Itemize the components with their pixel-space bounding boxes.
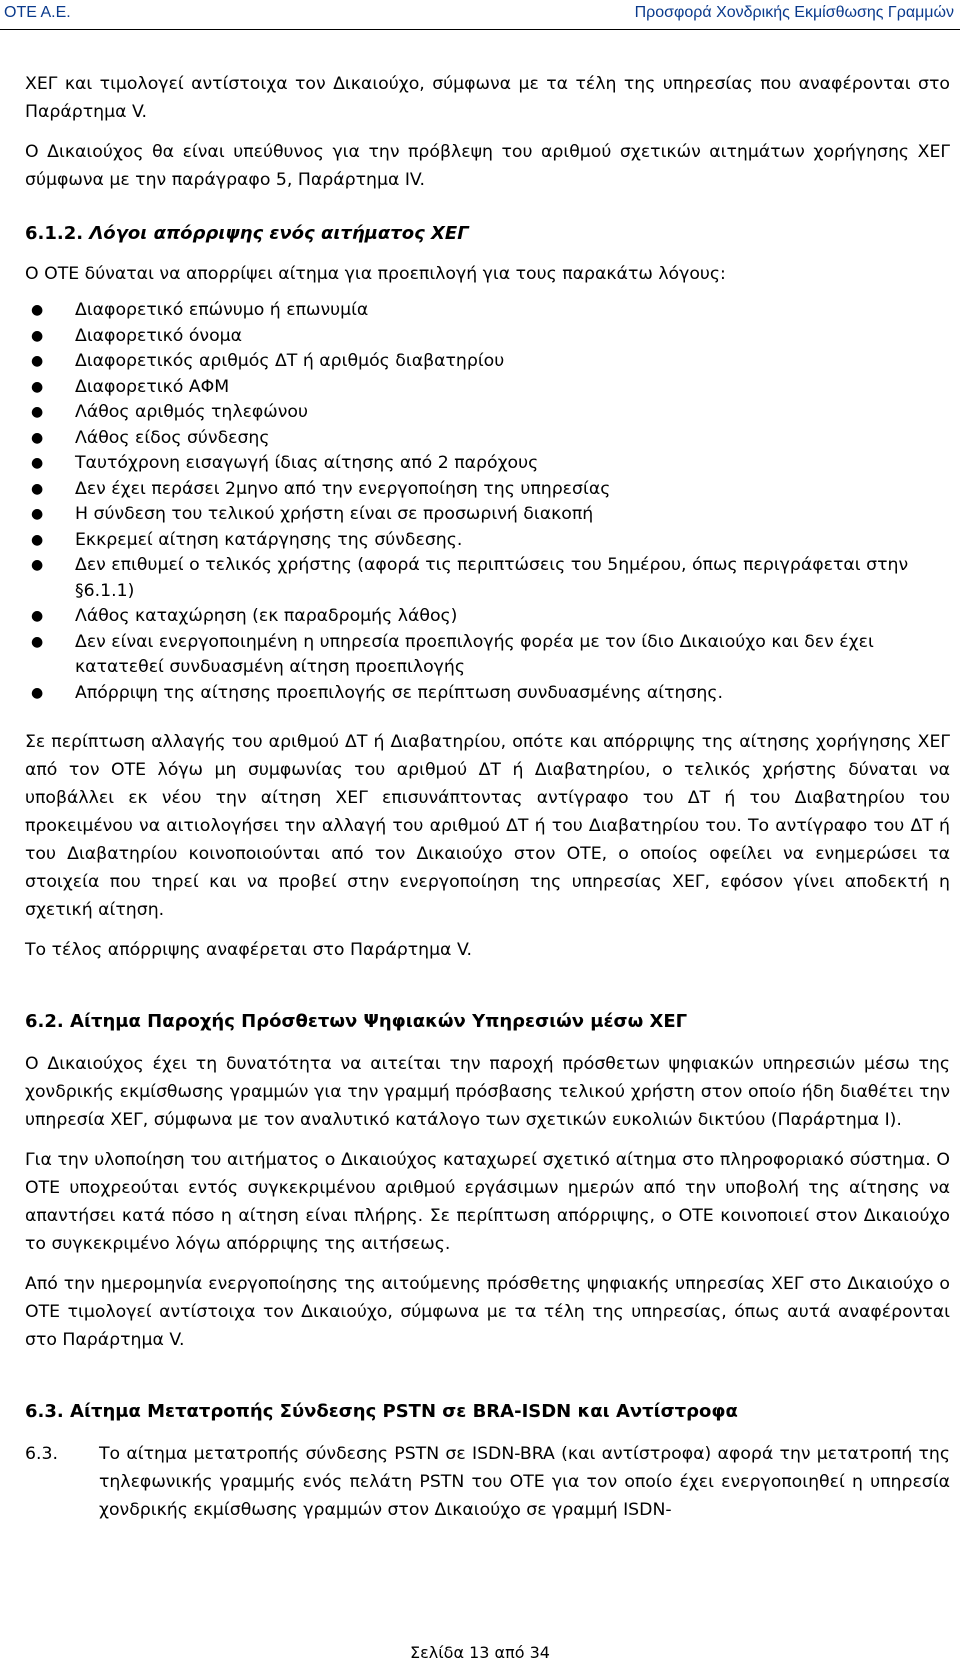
list-item — [25, 451, 950, 477]
list-item-text: Δεν είναι ενεργοποιημένη η υπηρεσία προεπιλογής φορέα με τον ίδιο Δικαιούχο και δεν έχει κατατεθεί συνδυασμένη αίτηση προεπιλογής — [75, 631, 874, 677]
paragraph-number: 6.3. — [25, 1444, 58, 1464]
list-item — [25, 324, 950, 350]
page-footer: Σελίδα 13 από 34 — [410, 1643, 550, 1662]
rejection-intro: Ο ΟΤΕ δύναται να απορρίψει αίτημα για προεπιλογή για τους παρακάτω λόγους: — [25, 264, 726, 284]
bullet-icon: ● — [31, 608, 44, 624]
bullet-icon: ● — [31, 633, 44, 650]
list-item-text: Διαφορετικός αριθμός ΔΤ ή αριθμός διαβατηρίου — [75, 351, 505, 371]
list-item — [25, 477, 950, 503]
paragraph-rejection-fee: Το τέλος απόρριψης αναφέρεται στο Παράρτημα V. — [25, 940, 473, 960]
list-item-text: Η σύνδεση του τελικού χρήστη είναι σε προσωρινή διακοπή — [75, 504, 594, 524]
section-6-3-number: 6.3. — [25, 1401, 64, 1422]
bullet-icon: ● — [31, 429, 44, 446]
list-item — [25, 553, 950, 604]
list-item — [25, 375, 950, 401]
bullet-icon: ● — [31, 531, 44, 548]
paragraph-text: Το αίτημα μετατροπής σύνδεσης PSTN σε ISDN-BRA (και αντίστροφα) αφορά την μετατροπή της τηλεφωνικής γραμμής ενός πελάτη PSTN του ΟΤΕ για τον οποίο έχει ενεργοποιηθεί η υπηρεσία χονδρικής εκμίσθωσης γραμμών στον Δικαιούχο σε γραμμή ISDN- — [99, 1444, 950, 1520]
list-item-text: Λάθος αριθμός τηλεφώνου — [75, 402, 309, 422]
list-item-text: Ταυτόχρονη εισαγωγή ίδιας αίτησης από 2 παρόχους — [75, 453, 539, 473]
section-6-1-2-title: Λόγοι απόρριψης ενός αιτήματος ΧΕΓ — [89, 223, 469, 244]
list-item — [25, 502, 950, 528]
paragraph-6-2-1: Ο Δικαιούχος έχει τη δυνατότητα να αιτείται την παροχή πρόσθετων ψηφιακών υπηρεσιών μέσω της χονδρικής εκμίσθωσης γραμμών για την γραμμή πρόσβασης τελικού χρήστη στον οποίο ήδη διαθέτει την υπηρεσία ΧΕΓ, σύμφωνα με τον αναλυτικό κατάλογο των σχετικών ευκολιών δικτύου (Παράρτημα Ι). — [25, 1054, 950, 1130]
list-item-text: Δεν επιθυμεί ο τελικός χρήστης (αφορά τις περιπτώσεις του 5ημέρου, όπως περιγράφεται στην §6.1.1) — [75, 555, 909, 601]
section-6-2-number: 6.2. — [25, 1011, 64, 1032]
section-6-1-2-number: 6.1.2. — [25, 223, 84, 244]
header-company: ΟΤΕ Α.Ε. — [4, 4, 71, 21]
section-6-3-title: Αίτημα Μετατροπής Σύνδεσης PSTN σε BRA-ISDN και Αντίστροφα — [70, 1401, 738, 1422]
paragraph-6-2-2: Για την υλοποίηση του αιτήματος ο Δικαιούχος καταχωρεί σχετικό αίτημα στο πληροφοριακό σύστημα. Ο ΟΤΕ υποχρεούται εντός συγκεκριμένου αριθμού εργάσιμων ημερών από την υποβολή της αίτησης να απαντήσει κατά πόσο η αίτηση είναι πλήρης. Σε περίπτωση απόρριψης, ο ΟΤΕ κοινοποιεί στον Δικαιούχο το συγκεκριμένο λόγω απόρριψης της αιτήσεως. — [25, 1150, 950, 1254]
list-item-text: Λάθος είδος σύνδεσης — [75, 427, 270, 448]
paragraph-top-1: ΧΕΓ και τιμολογεί αντίστοιχα τον Δικαιούχο, σύμφωνα με τα τέλη της υπηρεσίας που αναφέρονται στο Παράρτημα V. — [25, 74, 950, 122]
bullet-icon: ● — [31, 327, 44, 344]
section-6-2-heading — [25, 1008, 950, 1036]
bullet-icon: ● — [31, 506, 44, 522]
list-item-text: Διαφορετικό επώνυμο ή επωνυμία — [75, 300, 369, 320]
paragraph-id-change: Σε περίπτωση αλλαγής του αριθμού ΔΤ ή Διαβατηρίου, οπότε και απόρριψης της αίτησης χορήγησης ΧΕΓ από τον ΟΤΕ λόγω μη συμφωνίας του αριθμού ΔΤ ή Διαβατηρίου, ο τελικός χρήστης δύναται να υποβάλλει εκ νέου την αίτηση ΧΕΓ επισυνάπτοντας αντίγραφο του ΔΤ ή του Διαβατηρίου του προκειμένου να αιτιολογήσει την αλλαγή του αριθμού ΔΤ ή του Διαβατηρίου του. Το αντίγραφο του ΔΤ ή του Διαβατηρίου κοινοποιούνται από τον Δικαιούχο στον ΟΤΕ, ο οποίος οφείλει να ενημερώσει τα στοιχεία που τηρεί και να προβεί στην ενεργοποίηση της υπηρεσίας ΧΕΓ, εφόσον γίνει αποδεκτή η σχετική αίτηση. — [25, 732, 950, 920]
list-item — [25, 630, 950, 681]
section-6-3-heading — [25, 1398, 950, 1426]
list-item — [25, 298, 950, 324]
bullet-icon: ● — [31, 378, 44, 395]
rejection-reasons-list — [25, 298, 950, 706]
list-item-text: Λάθος καταχώρηση (εκ παραδρομής λάθος) — [75, 606, 458, 626]
section-6-2-title: Αίτημα Παροχής Πρόσθετων Ψηφιακών Υπηρεσιών μέσω ΧΕΓ — [70, 1011, 688, 1032]
list-item — [25, 349, 950, 375]
bullet-icon: ● — [31, 480, 44, 497]
list-item-text: Απόρριψη της αίτησης προεπιλογής σε περίπτωση συνδυασμένης αίτησης. — [75, 682, 723, 703]
paragraph-6-2-3: Από την ημερομηνία ενεργοποίησης της αιτούμενης πρόσθετης ψηφιακής υπηρεσίας ΧΕΓ στο Δικαιούχο ο ΟΤΕ τιμολογεί αντίστοιχα τον Δικαιούχο, σύμφωνα με τα τέλη της υπηρεσίας, όπως αυτά αναφέρονται στο Παράρτημα V. — [25, 1274, 950, 1350]
header-rule — [0, 29, 960, 30]
list-item-text: Διαφορετικό όνομα — [75, 325, 243, 346]
list-item — [25, 604, 950, 630]
list-item-text: Εκκρεμεί αίτηση κατάργησης της σύνδεσης. — [75, 529, 463, 550]
list-item-text: Δεν έχει περάσει 2μηνο από την ενεργοποίηση της υπηρεσίας — [75, 478, 611, 499]
page-header — [0, 0, 960, 30]
bullet-icon: ● — [31, 684, 44, 701]
header-document-title: Προσφορά Χονδρικής Εκμίσθωσης Γραμμών — [634, 4, 954, 21]
bullet-icon: ● — [31, 404, 44, 420]
paragraph-top-2: Ο Δικαιούχος θα είναι υπεύθυνος για την πρόβλεψη του αριθμού σχετικών αιτημάτων χορήγησης ΧΕΓ σύμφωνα με την παράγραφο 5, Παράρτημα IV. — [25, 142, 950, 190]
section-6-1-2-heading — [25, 220, 950, 248]
list-item-text: Διαφορετικό ΑΦΜ — [75, 376, 230, 397]
list-item — [25, 426, 950, 452]
numbered-paragraph-6-3 — [25, 1440, 950, 1524]
list-item — [25, 528, 950, 554]
page-content — [25, 70, 950, 1524]
bullet-icon: ● — [31, 455, 44, 471]
list-item — [25, 400, 950, 426]
list-item — [25, 681, 950, 707]
bullet-icon: ● — [31, 353, 44, 369]
bullet-icon: ● — [31, 557, 44, 573]
bullet-icon: ● — [31, 302, 44, 318]
